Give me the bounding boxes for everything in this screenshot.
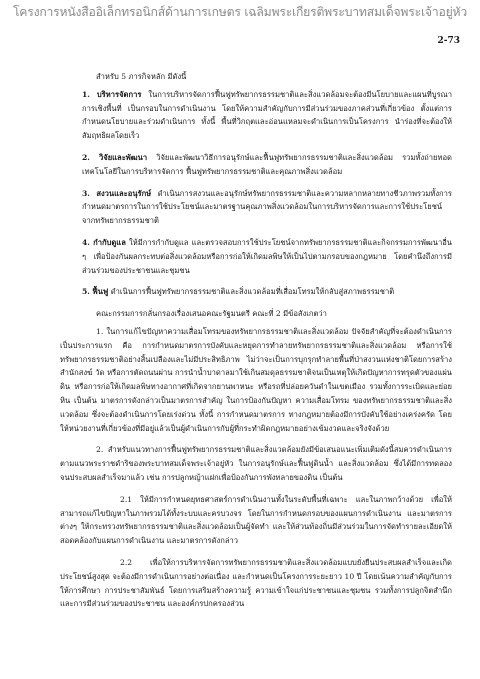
sub-item-paragraph: 2.2 เพื่อให้การบริหารจัดการทรัพยากรธรรมชาติและสิ่งแวดล้อมแบบยั่งยืนประสบผลสำเร็จและเกิดประโยชน์สูงสุด จะต้องมีการดำเนินการอย่างต่อเนื่อง และกำหนดเป็นโครงการระยะยาว 10 ปี โดยเน้นความสำคัญกับการให้การศึกษา การประชาสัมพันธ์ โดยการเสริมสร้างความรู้ ความเข้าใจแก่ประชาชนและชุมชน รวมทั้งการปลูกจิตสำนึกและการมีส่วนร่วมของประชาชน และองค์กรปกครองส่วน bbox=[60, 557, 452, 609]
mission-text: วิจัยและพัฒนาวิธีการอนุรักษ์และฟื้นฟูทรัพยากรธรรมชาติและสิ่งแวดล้อม รวมทั้งถ่ายทอดเทคโนโลยีในการบริหารจัดการ ฟื้นฟูทรัพยากรธรรมชาติและคุณภาพสิ่งแวดล้อม bbox=[82, 152, 452, 176]
sub-item-paragraph: 2.1 ให้มีการกำหนดยุทธศาสตร์การดำเนินงานทั้งในระดับพื้นที่เฉพาะ และในภาพกว้างด้วย เพื่อให้สามารถแก้ไขปัญหาในภาพรวมได้ทั้งระบบและครบวงจร โดยในการกำหนดกรอบของแผนการดำเนินงาน และมาตรการต่างๆ ให้กระทรวงทรัพยากรธรรมชาติและสิ่งแวดล้อมเป็นผู้จัดทำ และให้ส่วนท้องถิ่นมีส่วนร่วมในการจัดทำรายละเอียดให้สอดคล้องกับแผนการดำเนินงาน และมาตรการดังกล่าว bbox=[60, 494, 452, 546]
mission-item bbox=[60, 285, 452, 299]
page-header: โครงการหนังสืออิเล็กทรอนิกส์ด้านการเกษตร เฉลิมพระเกียรติพระบาทสมเด็จพระเจ้าอยู่หัว bbox=[12, 5, 468, 19]
mission-item bbox=[60, 151, 452, 179]
mission-text: ดำเนินการสงวนและอนุรักษ์ทรัพยากรธรรมชาติและความหลากหลายทางชีวภาพรวมทั้งการกำหนดมาตรการในการใช้ประโยชน์และมาตรฐานคุณภาพสิ่งแวดล้อมในการบริหารจัดการและการใช้ประโยชน์จากทรัพยากรธรรมชาติ bbox=[82, 188, 452, 226]
cabinet-intro: คณะกรรมการกลั่นกรองเรื่องเสนอคณะรัฐมนตรี คณะที่ 2 มีข้อสังเกตว่า bbox=[96, 309, 327, 319]
intro-line: สำหรับ 5 ภารกิจหลัก มีดังนี้ bbox=[96, 72, 187, 81]
mission-number: 2. bbox=[82, 152, 90, 162]
mission-heading: สงวนและอนุรักษ์ bbox=[96, 188, 152, 198]
page-number: 2-73 bbox=[437, 36, 460, 46]
mission-heading: วิจัยและพัฒนา bbox=[99, 152, 148, 162]
mission-heading: กำกับดูแล bbox=[93, 237, 126, 247]
mission-item bbox=[60, 236, 452, 277]
observation-paragraph: 2. สำหรับแนวทางการฟื้นฟูทรัพยากรธรรมชาติและสิ่งแวดล้อมยังมีข้อเสนอแนะเพิ่มเติมดังนี้สมควรดำเนินการตามแนวพระราชดำริของพระบาทสมเด็จพระเจ้าอยู่หัว ในการอนุรักษ์และฟื้นฟูดินน้ำ และสิ่งแวดล้อม ซึ่งได้มีการทดลองจนประสบผลสำเร็จมาแล้ว เช่น การปลูกหญ้าแฝกเพื่อป้องกันการพังทลายของดิน เป็นต้น bbox=[60, 445, 452, 482]
mission-item bbox=[60, 88, 452, 143]
mission-number: 3. bbox=[82, 188, 90, 198]
mission-number: 1. bbox=[82, 89, 90, 99]
mission-text: ดำเนินการฟื้นฟูทรัพยากรธรรมชาติและสิ่งแวดล้อมที่เสื่อมโทรมให้กลับสู่สภาพธรรมชาติ bbox=[110, 287, 395, 297]
document-body bbox=[60, 70, 452, 619]
mission-text: ให้มีการกำกับดูแล และตรวจสอบการใช้ประโยชน์จากทรัพยากรธรรมชาติและกิจกรรมการพัฒนาอื่น ๆ เพื่อป้องกันผลกระทบต่อสิ่งแวดล้อมหรือการก่อให้เกิดมลพิษให้เป็นไปตามกรอบของกฎหมาย โดยคำนึงถึงการมีส่วนร่วมของประชาชนและชุมชน bbox=[82, 237, 452, 275]
observation-paragraph: 1. ในการแก้ไขปัญหาความเสื่อมโทรมของทรัพยากรธรรมชาติและสิ่งแวดล้อม ปัจจัยสำคัญที่จะต้องดำเนินการเป็นประการแรก คือ การกำหนดมาตรการบังคับและหยุดการทำลายทรัพยากรธรรมชาติและสิ่งแวดล้อม หรือการใช้ทรัพยากรธรรมชาติอย่างสิ้นเปลืองและไม่มีประสิทธิภาพ ไม่ว่าจะเป็นการบุกรุกทำลายพื้นที่ป่าสงวนแห่งชาติโดยการสร้างสำนักสงฆ์ วัด หรือการตัดถนนผ่าน การนำน้ำบาดาลมาใช้เกินสมดุลธรรมชาติจนเป็นเหตุให้เกิดปัญหาการทรุดตัวของแผ่นดิน หรือการก่อให้เกิดมลพิษทางอากาศที่เกิดจากยานพาหนะ หรือรถที่ปล่อยควันดำในเขตเมือง รวมทั้งการระเบิดและย่อยหิน เป็นต้น มาตรการดังกล่าวเป็นมาตรการสำคัญ ในการป้องกันปัญหา ความเสื่อมโทรม ของทรัพยากรธรรมชาติและสิ่งแวดล้อม ซึ่งจะต้องดำเนินการโดยเร่งด่วน ทั้งนี้ การกำหนดมาตรการ ทางกฎหมายต้องมีการบังคับใช้อย่างเคร่งครัด โดยให้หน่วยงานที่เกี่ยวข้องที่มีอยู่แล้วเป็นผู้ดำเนินการกับผู้ที่กระทำผิดกฎหมายอย่างเข้มงวดและจริงจังด้วย bbox=[60, 326, 452, 433]
mission-text: ในการบริหารจัดการฟื้นฟูทรัพยากรธรรมชาติและสิ่งแวดล้อมจะต้องมีนโยบายและแผนที่บูรณาการเชิงพื้นที่ เป็นกรอบในการดำเนินงาน โดยให้ความสำคัญกับการมีส่วนร่วมของภาคส่วนที่เกี่ยวข้อง ตั้งแต่การกำหนดนโยบายและร่วมดำเนินการ ทั้งนี้ พื้นที่วิกฤตและอ่อนแหลมจะดำเนินการเป็นโครงการ นำร่องที่จะต้องให้สัมฤทธิผลโดยเร็ว bbox=[82, 89, 452, 141]
mission-heading: บริหารจัดการ bbox=[96, 89, 142, 99]
mission-number: 5. bbox=[82, 287, 90, 297]
mission-item bbox=[60, 187, 452, 228]
mission-heading: ฟื้นฟู bbox=[92, 287, 109, 297]
mission-number: 4. bbox=[82, 237, 90, 247]
